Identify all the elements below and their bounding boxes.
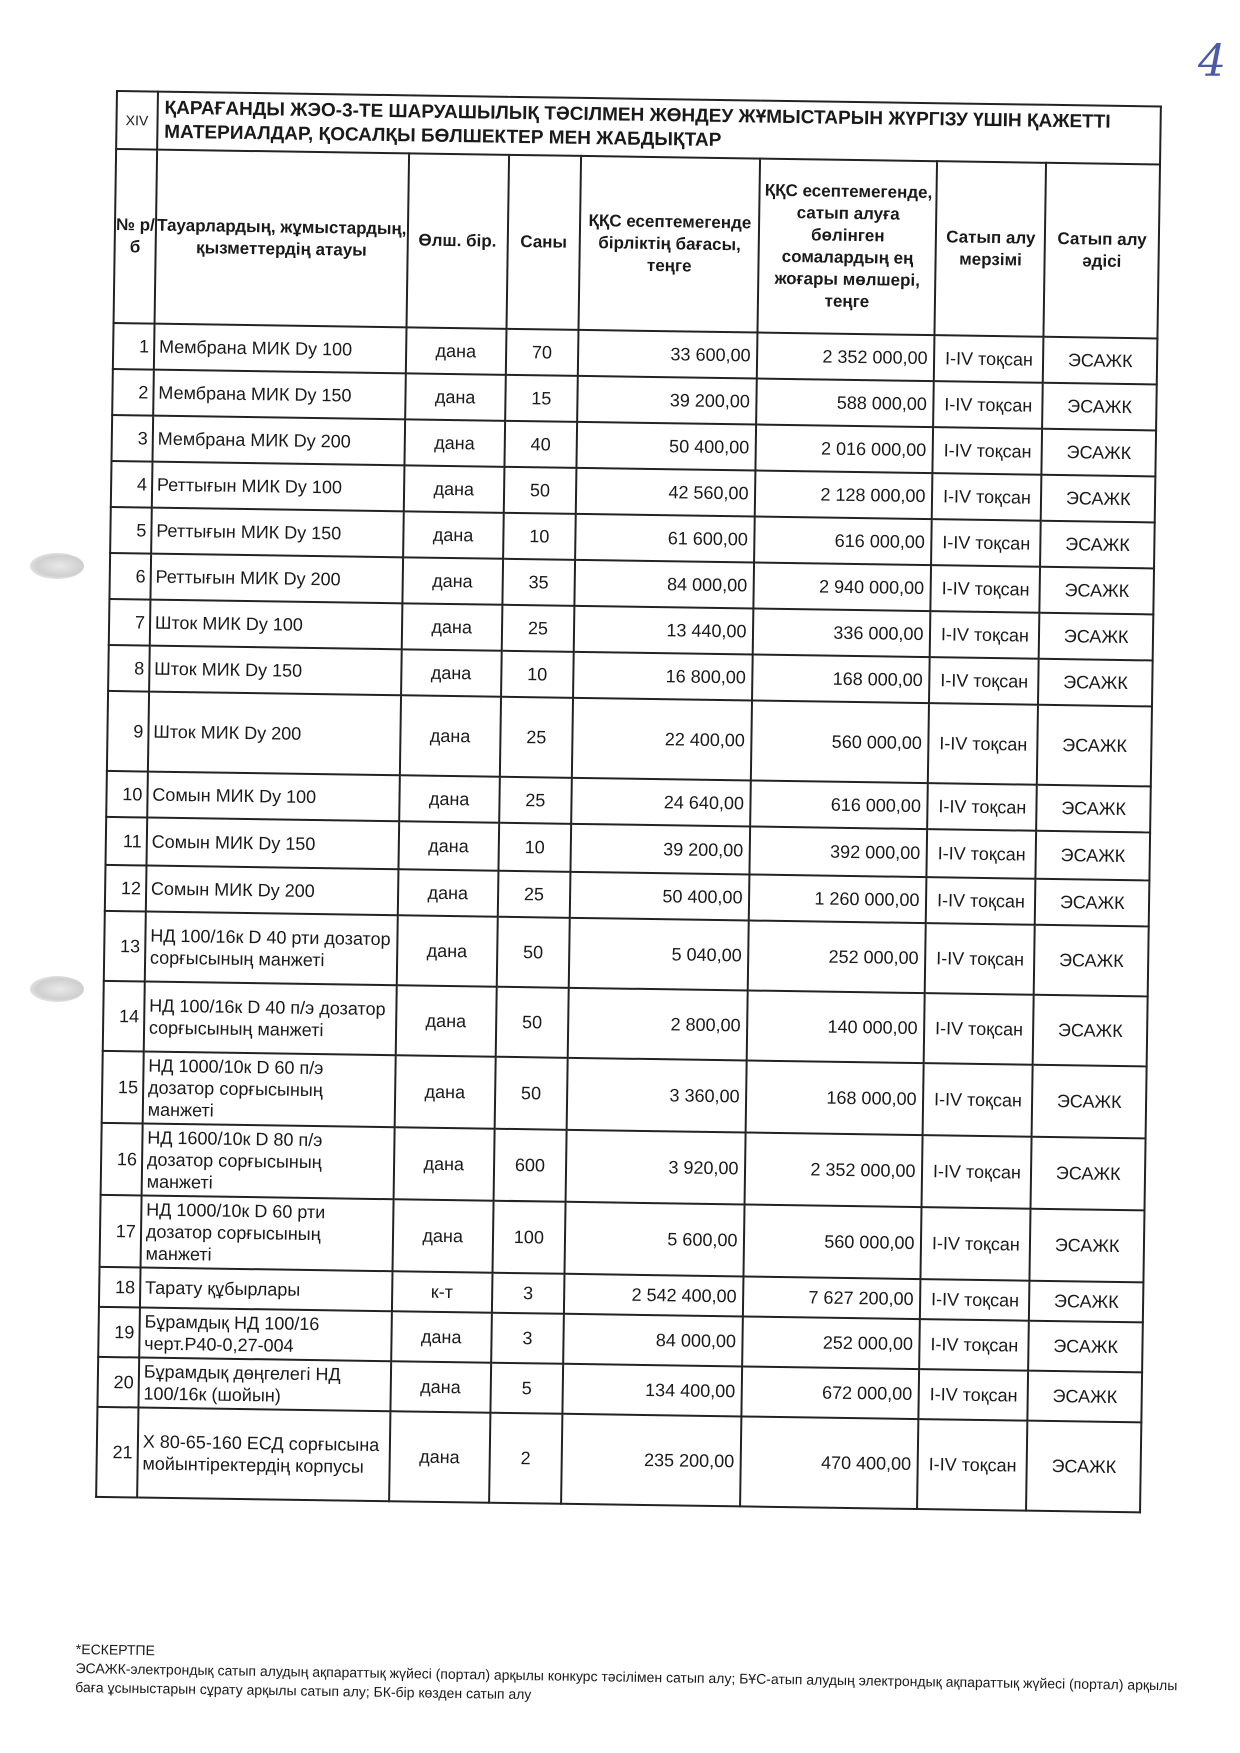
unit-price: 3 360,00 — [567, 1058, 747, 1133]
unit-price: 2 542 400,00 — [564, 1274, 744, 1317]
item-name: НД 100/16к D 40 п/э дозатор сорғысының манжеті — [144, 982, 397, 1056]
quantity: 5 — [490, 1363, 563, 1414]
row-number: 1 — [113, 323, 155, 370]
unit: дана — [398, 821, 499, 870]
purchase-term: I-IV тоқсан — [931, 519, 1041, 567]
purchase-term: I-IV тоқсан — [919, 1369, 1029, 1421]
purchase-method: ЭСАЖК — [1028, 1371, 1142, 1423]
row-number: 2 — [112, 369, 154, 416]
footnote-text: ЭСАЖК-электрондық сатып алудың ақпараттық жүйесі (портал) арқылы конкурс тәсілімен сатып алу; БҰС-атып алудың электрондық ақпараттық жүйесі (портал) арқылы баға ұсыныстарын сұрату арқылы сатып алу; БК-бір көзден сатып алу — [75, 1659, 1178, 1703]
item-name: Реттығын МИК Dy 200 — [150, 554, 403, 604]
quantity: 3 — [491, 1313, 564, 1364]
unit-price: 50 400,00 — [577, 422, 757, 471]
purchase-method: ЭСАЖК — [1036, 785, 1150, 833]
quantity: 40 — [504, 421, 577, 468]
max-amount: 2 352 000,00 — [757, 333, 935, 382]
section-title: ҚАРАҒАНДЫ ЖЭО-3-ТЕ ШАРУАШЫЛЫҚ ТӘСІЛМЕН ЖӨНДЕУ ЖҰМЫСТАРЫН ЖҮРГІЗУ ҮШІН ҚАЖЕТТІ МАТЕРИАЛДАР, ҚОСАЛҚЫ БӨЛШЕКТЕР МЕН ЖАБДЫҚТАР — [157, 92, 1161, 165]
row-number: 8 — [108, 645, 150, 692]
col-header-unit: Өлш. бір. — [406, 153, 508, 328]
row-number: 17 — [100, 1195, 142, 1268]
procurement-table-wrap — [95, 90, 1162, 1513]
row-number: 13 — [104, 911, 146, 982]
purchase-method: ЭСАЖК — [1036, 831, 1150, 881]
unit: дана — [405, 373, 506, 420]
item-name: Шток МИК Dy 100 — [150, 600, 403, 650]
unit: дана — [401, 649, 502, 696]
col-header-quantity: Саны — [506, 155, 581, 330]
purchase-term: I-IV тоқсан — [934, 335, 1044, 383]
item-name: Сомын МИК Dy 150 — [146, 818, 399, 870]
unit: дана — [400, 695, 501, 776]
purchase-term: I-IV тоқсан — [924, 993, 1034, 1065]
unit: дана — [406, 327, 507, 374]
unit: дана — [404, 465, 505, 512]
unit: дана — [393, 1127, 494, 1200]
purchase-term: I-IV тоқсан — [934, 381, 1044, 429]
max-amount: 252 000,00 — [743, 1316, 921, 1369]
max-amount: 252 000,00 — [748, 920, 926, 993]
max-amount: 392 000,00 — [750, 826, 928, 877]
purchase-term: I-IV тоқсан — [928, 703, 1038, 785]
purchase-term: I-IV тоқсан — [920, 1319, 1030, 1371]
unit-price: 42 560,00 — [576, 468, 756, 517]
purchase-term: I-IV тоқсан — [927, 829, 1037, 879]
purchase-term: I-IV тоқсан — [925, 923, 1035, 995]
quantity: 35 — [502, 559, 575, 606]
unit-price: 16 800,00 — [573, 652, 753, 701]
row-number: 14 — [103, 981, 145, 1052]
unit-price: 5 040,00 — [569, 918, 749, 991]
purchase-method: ЭСАЖК — [1031, 1137, 1146, 1211]
quantity: 25 — [497, 871, 570, 918]
item-name: НД 1000/10к D 60 рти дозатор сорғысының манжеті — [140, 1195, 393, 1271]
row-number: 9 — [107, 691, 149, 772]
max-amount: 336 000,00 — [753, 609, 931, 658]
unit-price: 84 000,00 — [575, 560, 755, 609]
quantity: 100 — [492, 1201, 566, 1274]
purchase-method: ЭСАЖК — [1033, 995, 1148, 1067]
quantity: 2 — [489, 1413, 563, 1504]
quantity: 25 — [499, 697, 573, 778]
max-amount: 2 940 000,00 — [754, 563, 932, 612]
purchase-method: ЭСАЖК — [1042, 383, 1156, 431]
unit-price: 33 600,00 — [578, 330, 758, 379]
max-amount: 168 000,00 — [746, 1060, 924, 1135]
purchase-method: ЭСАЖК — [1034, 925, 1149, 997]
purchase-term: I-IV тоқсан — [930, 611, 1040, 659]
max-amount: 2 352 000,00 — [745, 1132, 923, 1207]
purchase-term: I-IV тоқсан — [920, 1279, 1030, 1321]
item-name: НД 100/16к D 40 рти дозатор сорғысының манжеті — [145, 912, 398, 986]
item-name: Мембрана МИК Dy 150 — [153, 370, 406, 420]
purchase-method: ЭСАЖК — [1037, 705, 1152, 787]
item-name: Тарату құбырлары — [140, 1267, 392, 1311]
unit-price: 3 920,00 — [566, 1130, 746, 1205]
purchase-method: ЭСАЖК — [1030, 1209, 1145, 1283]
item-name: Бұрамдық дөңгелегі НД 100/16к (шойын) — [138, 1357, 391, 1411]
item-name: Шток МИК Dy 150 — [149, 646, 402, 696]
max-amount: 2 016 000,00 — [756, 425, 934, 474]
unit: дана — [390, 1361, 491, 1412]
max-amount: 470 400,00 — [741, 1416, 919, 1509]
max-amount: 616 000,00 — [751, 781, 929, 830]
item-name: Реттығын МИК Dy 100 — [152, 462, 405, 512]
procurement-table — [95, 90, 1162, 1513]
unit: дана — [391, 1311, 492, 1362]
purchase-method: ЭСАЖК — [1026, 1421, 1141, 1513]
purchase-term: I-IV тоқсан — [933, 427, 1043, 475]
purchase-term: I-IV тоқсан — [926, 877, 1036, 925]
max-amount: 2 128 000,00 — [755, 471, 933, 520]
unit-price: 61 600,00 — [575, 514, 755, 563]
page-number: 4 — [1198, 36, 1226, 87]
punch-hole — [30, 976, 84, 1002]
purchase-term: I-IV тоқсан — [931, 565, 1041, 613]
max-amount: 672 000,00 — [742, 1366, 920, 1419]
purchase-method: ЭСАЖК — [1040, 521, 1154, 569]
col-header-term: Сатып алу мерзімі — [935, 161, 1046, 337]
purchase-term: I-IV тоқсан — [917, 1419, 1027, 1511]
item-name: НД 1600/10к D 80 п/э дозатор сорғысының манжеті — [141, 1124, 394, 1200]
unit-price: 5 600,00 — [565, 1202, 745, 1277]
purchase-term: I-IV тоқсан — [923, 1063, 1033, 1137]
section-number: XIV — [116, 91, 158, 150]
item-name: Мембрана МИК Dy 100 — [154, 324, 407, 374]
quantity: 50 — [494, 1057, 568, 1130]
unit: дана — [396, 915, 497, 986]
col-header-method: Сатып алу әдісі — [1044, 163, 1160, 339]
quantity: 600 — [493, 1129, 567, 1202]
row-number: 5 — [110, 507, 152, 554]
row-number: 19 — [98, 1307, 140, 1358]
quantity: 10 — [503, 513, 576, 560]
row-number: 10 — [106, 771, 148, 818]
unit-price: 235 200,00 — [561, 1414, 742, 1507]
unit: дана — [401, 603, 502, 650]
unit-price: 2 800,00 — [568, 988, 748, 1061]
unit-price: 22 400,00 — [572, 698, 752, 781]
quantity: 25 — [501, 605, 574, 652]
item-name: НД 1000/10к D 60 п/э дозатор сорғысының манжеті — [143, 1052, 396, 1128]
purchase-method: ЭСАЖК — [1029, 1281, 1143, 1323]
unit: дана — [392, 1199, 493, 1272]
row-number: 11 — [106, 817, 148, 866]
unit-price: 13 440,00 — [574, 606, 754, 655]
footnote-title: *ЕСКЕРТПЕ — [75, 1640, 156, 1659]
purchase-method: ЭСАЖК — [1041, 475, 1155, 523]
row-number: 6 — [109, 553, 151, 600]
max-amount: 1 260 000,00 — [749, 874, 927, 923]
purchase-term: I-IV тоқсан — [929, 657, 1039, 705]
unit-price: 39 200,00 — [577, 376, 757, 425]
purchase-method: ЭСАЖК — [1028, 1321, 1142, 1373]
item-name: Шток МИК Dy 200 — [148, 692, 401, 776]
unit: к-т — [392, 1271, 492, 1312]
quantity: 70 — [505, 329, 578, 376]
max-amount: 588 000,00 — [757, 379, 935, 428]
unit: дана — [395, 985, 496, 1056]
row-number: 12 — [105, 865, 147, 912]
item-name: Реттығын МИК Dy 150 — [151, 508, 404, 558]
item-name: Сомын МИК Dy 200 — [146, 866, 399, 916]
col-header-number: № р/б — [114, 149, 157, 324]
footnote — [75, 1640, 1186, 1714]
quantity: 15 — [505, 375, 578, 422]
table-body — [96, 323, 1157, 1512]
unit-price: 24 640,00 — [571, 778, 751, 827]
purchase-method: ЭСАЖК — [1032, 1065, 1147, 1139]
col-header-unit-price: ҚҚС есептемегенде бірліктің бағасы, теңге — [579, 156, 761, 333]
unit-price: 84 000,00 — [563, 1314, 743, 1367]
row-number: 21 — [96, 1407, 138, 1498]
purchase-term: I-IV тоқсан — [932, 473, 1042, 521]
purchase-method: ЭСАЖК — [1039, 613, 1153, 661]
unit: дана — [402, 557, 503, 604]
quantity: 50 — [495, 987, 569, 1058]
row-number: 4 — [111, 461, 153, 508]
quantity: 25 — [499, 777, 572, 824]
row-number: 7 — [109, 599, 151, 646]
item-name: Х 80-65-160 ЕСД сорғысына мойынтіректердің корпусы — [137, 1407, 390, 1501]
unit: дана — [394, 1055, 495, 1128]
punch-hole — [30, 553, 84, 579]
table-row — [96, 1407, 1141, 1512]
unit-price: 50 400,00 — [570, 872, 750, 921]
quantity: 50 — [496, 917, 570, 988]
max-amount: 140 000,00 — [747, 990, 925, 1063]
quantity: 10 — [498, 823, 571, 872]
quantity: 50 — [503, 467, 576, 514]
table-row — [107, 691, 1152, 786]
max-amount: 560 000,00 — [744, 1204, 922, 1279]
max-amount: 616 000,00 — [755, 517, 933, 566]
row-number: 18 — [99, 1267, 140, 1308]
quantity: 10 — [501, 651, 574, 698]
col-header-name: Тауарлардың, жұмыстардың, қызметтердің атауы — [154, 150, 408, 328]
row-number: 16 — [101, 1123, 143, 1196]
max-amount: 560 000,00 — [751, 701, 929, 784]
unit-price: 134 400,00 — [563, 1364, 743, 1417]
unit-price: 39 200,00 — [571, 824, 751, 875]
max-amount: 7 627 200,00 — [743, 1276, 921, 1319]
purchase-term: I-IV тоқсан — [921, 1207, 1031, 1281]
purchase-method: ЭСАЖК — [1040, 567, 1154, 615]
unit: дана — [389, 1411, 490, 1502]
item-name: Сомын МИК Dy 100 — [147, 772, 400, 822]
header-row — [114, 149, 1160, 338]
unit: дана — [403, 511, 504, 558]
purchase-method: ЭСАЖК — [1042, 429, 1156, 477]
item-name: Мембрана МИК Dy 200 — [152, 416, 405, 466]
col-header-max-amount: ҚҚС есептемегенде, сатып алуға бөлінген сомалардың ең жоғары мөлшері, теңге — [758, 159, 938, 336]
purchase-term: I-IV тоқсан — [928, 783, 1038, 831]
row-number: 15 — [102, 1051, 144, 1124]
purchase-term: I-IV тоқсан — [922, 1135, 1032, 1209]
quantity: 3 — [491, 1273, 564, 1314]
purchase-method: ЭСАЖК — [1035, 879, 1149, 927]
row-number: 20 — [97, 1357, 139, 1408]
unit: дана — [398, 869, 499, 916]
max-amount: 168 000,00 — [752, 655, 930, 704]
purchase-method: ЭСАЖК — [1038, 659, 1152, 707]
purchase-method: ЭСАЖК — [1043, 337, 1157, 385]
unit: дана — [404, 419, 505, 466]
unit: дана — [399, 775, 500, 822]
item-name: Бұрамдық НД 100/16 черт.Р40-0,27-004 — [139, 1307, 392, 1361]
row-number: 3 — [111, 415, 153, 462]
